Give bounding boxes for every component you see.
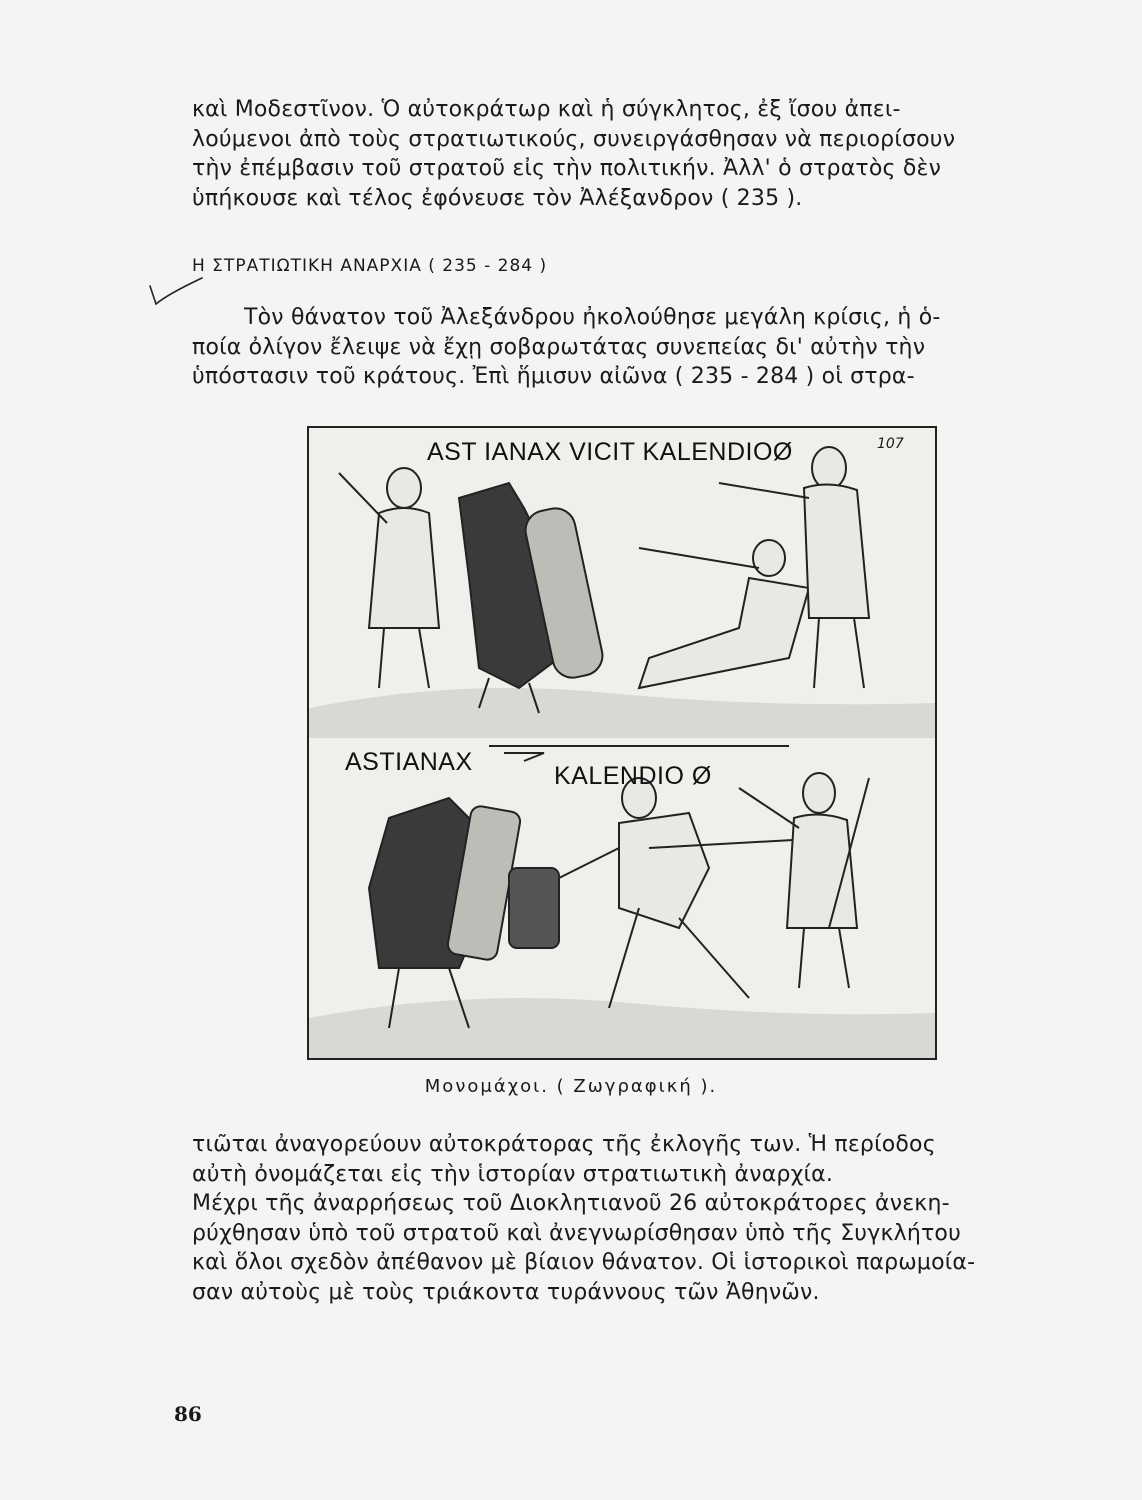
paragraph-3 xyxy=(192,1130,1040,1307)
text-line: τιῶται ἀναγορεύουν αὐτοκράτορας τῆς ἐκλογῆς των. Ἡ περίοδος xyxy=(192,1132,936,1157)
inscription-top: AST IANAX VICIT KALENDIOØ xyxy=(427,438,793,466)
section-heading: Η ΣΤΡΑΤΙΩΤΙΚΗ ΑΝΑΡΧΙΑ ( 235 - 284 ) xyxy=(192,256,548,276)
paragraph-2 xyxy=(192,303,1040,392)
plate-number: 107 xyxy=(877,436,904,452)
text-line: Τὸν θάνατον τοῦ Ἀλεξάνδρου ἠκολούθησε μεγάλη κρίσις, ἡ ὁ- xyxy=(244,305,941,330)
text-line: ὑπήκουσε καὶ τέλος ἐφόνευσε τὸν Ἀλέξανδρον ( 235 ). xyxy=(192,185,803,211)
paragraph-1 xyxy=(192,95,1040,213)
page-number: 86 xyxy=(174,1402,202,1426)
inscription-left: ASTIANAX xyxy=(345,748,473,776)
text-line: Μέχρι τῆς ἀναρρήσεως τοῦ Διοκλητιανοῦ 26 αὐτοκράτορες ἀνεκη- xyxy=(192,1191,950,1216)
text-line: ρύχθησαν ὑπὸ τοῦ στρατοῦ καὶ ἀνεγνωρίσθησαν ὑπὸ τῆς Συγκλήτου xyxy=(192,1220,962,1246)
text-line: καὶ Μοδεστῖνον. Ὁ αὐτοκράτωρ καὶ ἡ σύγκλητος, ἐξ ἴσου ἀπει- xyxy=(192,97,901,122)
text-line: ποία ὀλίγον ἔλειψε νὰ ἔχῃ σοβαρωτάτας συνεπείας δι' αὐτὴν τὴν xyxy=(192,334,926,360)
text-line: καὶ ὅλοι σχεδὸν ἀπέθανον μὲ βίαιον θάνατον. Οἱ ἱστορικοὶ παρωμοία- xyxy=(192,1250,976,1275)
illustration-drawing xyxy=(309,428,935,1058)
text-line: λούμενοι ἀπὸ τοὺς στρατιωτικούς, συνειργάσθησαν νὰ περιορίσουν xyxy=(192,126,956,152)
text-line: τὴν ἐπέμβασιν τοῦ στρατοῦ εἰς τὴν πολιτικήν. Ἀλλ' ὁ στρατὸς δὲν xyxy=(192,156,942,181)
figure-caption: Μονομάχοι. ( Ζωγραφική ). xyxy=(424,1076,718,1097)
text-line: ὑπόστασιν τοῦ κράτους. Ἐπὶ ἥμισυν αἰῶνα ( 235 - 284 ) οἱ στρα- xyxy=(192,364,915,389)
text-line: αὐτὴ ὀνομάζεται εἰς τὴν ἱστορίαν στρατιωτικὴ ἀναρχία. xyxy=(192,1161,834,1187)
inscription-right: KALENDIO Ø xyxy=(554,762,712,790)
gladiators-illustration xyxy=(307,426,937,1060)
text-line: σαν αὐτοὺς μὲ τοὺς τριάκοντα τυράννους τῶν Ἀθηνῶν. xyxy=(192,1279,820,1305)
